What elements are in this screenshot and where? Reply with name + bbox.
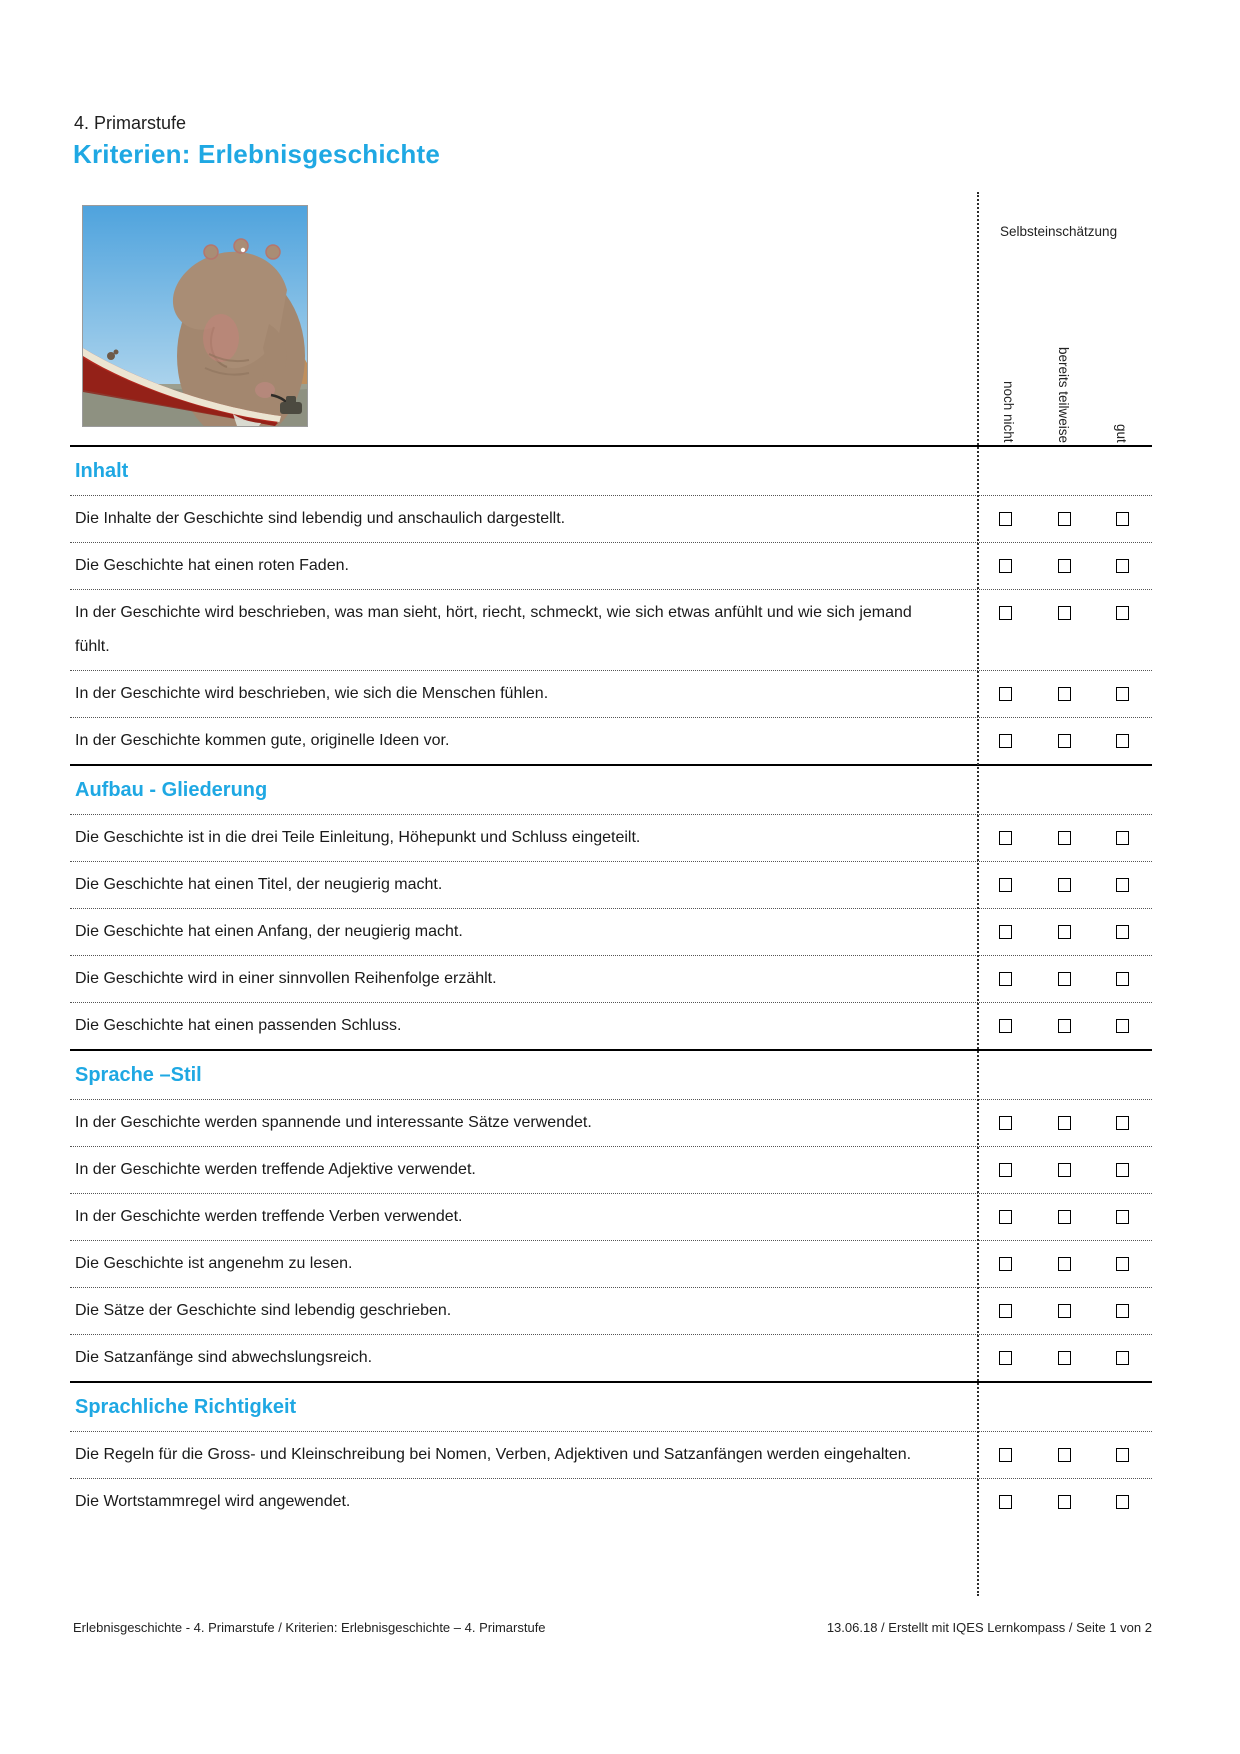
checkbox-noch-nicht[interactable]	[999, 1019, 1012, 1033]
level-label: noch nicht	[1001, 381, 1016, 443]
checkbox-gut[interactable]	[1116, 1210, 1129, 1224]
checkbox-gut[interactable]	[1116, 734, 1129, 748]
checkbox-bereits-teilweise[interactable]	[1058, 512, 1071, 526]
criterion-text: Die Regeln für die Gross- und Kleinschreibung bei Nomen, Verben, Adjektiven und Satzanfängen werden eingehalten.	[75, 1446, 912, 1463]
rating-cells	[976, 1100, 1152, 1146]
self-assessment-header: Selbsteinschätzung	[1000, 224, 1118, 239]
checkbox-gut[interactable]	[1116, 1495, 1129, 1509]
checkbox-bereits-teilweise[interactable]	[1058, 1351, 1071, 1365]
rating-cell	[1035, 1479, 1094, 1509]
checkbox-noch-nicht[interactable]	[999, 559, 1012, 573]
footer-meta: 13.06.18 / Erstellt mit IQES Lernkompass / Seite 1 von 2	[826, 1620, 1152, 1635]
criterion-row	[70, 1479, 1152, 1525]
criterion-text: Die Geschichte hat einen Anfang, der neugierig macht.	[75, 923, 463, 940]
rating-cell	[1093, 718, 1152, 748]
criterion-text: Die Satzanfänge sind abwechslungsreich.	[75, 1349, 373, 1366]
rating-cell	[1093, 815, 1152, 845]
rating-cells	[976, 1194, 1152, 1240]
checkbox-bereits-teilweise[interactable]	[1058, 831, 1071, 845]
criteria-section	[70, 1381, 1152, 1525]
hippo-boat-image	[83, 206, 307, 426]
rating-cell	[1093, 1194, 1152, 1224]
rating-cells	[976, 496, 1152, 542]
criterion-text: In der Geschichte wird beschrieben, was man sieht, hört, riecht, schmeckt, wie sich etwas anfühlt und wie sich jemand fühlt.	[75, 604, 912, 655]
checkbox-noch-nicht[interactable]	[999, 1304, 1012, 1318]
rating-cell	[976, 543, 1035, 573]
checkbox-bereits-teilweise[interactable]	[1058, 1304, 1071, 1318]
rating-cell	[976, 1479, 1035, 1509]
checkbox-gut[interactable]	[1116, 925, 1129, 939]
rating-cell	[1035, 1335, 1094, 1365]
checkbox-noch-nicht[interactable]	[999, 972, 1012, 986]
checkbox-noch-nicht[interactable]	[999, 1257, 1012, 1271]
criterion-row	[70, 543, 1152, 590]
rating-cell	[976, 671, 1035, 701]
criterion-text: Die Geschichte wird in einer sinnvollen Reihenfolge erzählt.	[75, 970, 497, 987]
criterion-row	[70, 1100, 1152, 1147]
rating-cell	[1093, 909, 1152, 939]
criterion-row	[70, 1288, 1152, 1335]
page-footer	[73, 1620, 1152, 1635]
page-title: Kriterien: Erlebnisgeschichte	[73, 139, 441, 169]
criteria-section	[70, 1049, 1152, 1381]
rating-cells	[976, 590, 1152, 670]
rating-cell	[976, 1288, 1035, 1318]
criterion-row	[70, 1432, 1152, 1479]
criterion-text: In der Geschichte wird beschrieben, wie sich die Menschen fühlen.	[75, 685, 549, 702]
rating-cell	[976, 815, 1035, 845]
rating-cell	[1093, 543, 1152, 573]
hippo-boat-illustration	[82, 205, 308, 427]
checkbox-noch-nicht[interactable]	[999, 1163, 1012, 1177]
criterion-row	[70, 1194, 1152, 1241]
level-label: bereits teilweise	[1056, 346, 1071, 443]
rating-cell	[1035, 718, 1094, 748]
checkbox-bereits-teilweise[interactable]	[1058, 1163, 1071, 1177]
checkbox-bereits-teilweise[interactable]	[1058, 606, 1071, 620]
rating-cell	[976, 496, 1035, 526]
rating-cell	[976, 590, 1035, 620]
rating-cell	[1093, 1479, 1152, 1509]
rating-cell	[1093, 1241, 1152, 1271]
checkbox-noch-nicht[interactable]	[999, 734, 1012, 748]
criterion-row	[70, 590, 1152, 671]
rating-cell	[976, 718, 1035, 748]
checkbox-noch-nicht[interactable]	[999, 1210, 1012, 1224]
checkbox-noch-nicht[interactable]	[999, 687, 1012, 701]
checkbox-noch-nicht[interactable]	[999, 925, 1012, 939]
rating-cell	[1035, 1288, 1094, 1318]
criterion-row	[70, 1335, 1152, 1381]
section-title: Inhalt	[70, 447, 1152, 496]
checkbox-gut[interactable]	[1116, 1351, 1129, 1365]
rating-cell	[1035, 496, 1094, 526]
rating-cells	[976, 1241, 1152, 1287]
checkbox-gut[interactable]	[1116, 1304, 1129, 1318]
criterion-row	[70, 1241, 1152, 1288]
checkbox-bereits-teilweise[interactable]	[1058, 1019, 1071, 1033]
rating-cell	[976, 862, 1035, 892]
rating-cells	[976, 671, 1152, 717]
rating-cells	[976, 956, 1152, 1002]
rating-cells	[976, 543, 1152, 589]
level-labels	[980, 238, 1160, 443]
criterion-row	[70, 909, 1152, 956]
checkbox-bereits-teilweise[interactable]	[1058, 1495, 1071, 1509]
checkbox-gut[interactable]	[1116, 1019, 1129, 1033]
rating-cell	[1035, 1003, 1094, 1033]
rating-cell	[1093, 1147, 1152, 1177]
rating-cells	[976, 1335, 1152, 1381]
checkbox-noch-nicht[interactable]	[999, 831, 1012, 845]
criteria-section	[70, 764, 1152, 1049]
rating-cell	[976, 909, 1035, 939]
criterion-text: Die Sätze der Geschichte sind lebendig geschrieben.	[75, 1302, 452, 1319]
rating-cell	[1093, 862, 1152, 892]
rating-cell	[1035, 909, 1094, 939]
criterion-text: Die Geschichte hat einen roten Faden.	[75, 557, 349, 574]
checkbox-noch-nicht[interactable]	[999, 1448, 1012, 1462]
rating-cell	[976, 1335, 1035, 1365]
checkbox-bereits-teilweise[interactable]	[1058, 1257, 1071, 1271]
criterion-row	[70, 956, 1152, 1003]
section-title: Sprache –Stil	[70, 1051, 1152, 1100]
rating-cells	[976, 1432, 1152, 1478]
rating-cell	[976, 1194, 1035, 1224]
rating-cell	[1035, 543, 1094, 573]
footer-document-title: Erlebnisgeschichte - 4. Primarstufe / Kriterien: Erlebnisgeschichte – 4. Primarstufe	[73, 1620, 546, 1635]
checkbox-gut[interactable]	[1116, 687, 1129, 701]
checkbox-gut[interactable]	[1116, 1163, 1129, 1177]
criterion-row	[70, 815, 1152, 862]
criterion-row	[70, 496, 1152, 543]
checkbox-noch-nicht[interactable]	[999, 512, 1012, 526]
rating-cell	[1035, 1241, 1094, 1271]
rating-cell	[1093, 496, 1152, 526]
rating-cell	[1035, 956, 1094, 986]
checkbox-bereits-teilweise[interactable]	[1058, 1448, 1071, 1462]
checkbox-noch-nicht[interactable]	[999, 1495, 1012, 1509]
rating-cell	[976, 1241, 1035, 1271]
rating-cells	[976, 1479, 1152, 1525]
rating-cell	[1035, 1194, 1094, 1224]
criterion-text: Die Inhalte der Geschichte sind lebendig und anschaulich dargestellt.	[75, 510, 566, 527]
checkbox-bereits-teilweise[interactable]	[1058, 925, 1071, 939]
criterion-row	[70, 1003, 1152, 1049]
criterion-row	[70, 718, 1152, 764]
checkbox-bereits-teilweise[interactable]	[1058, 734, 1071, 748]
criteria-table	[70, 445, 1152, 1525]
rating-cell	[1035, 1100, 1094, 1130]
rating-cell	[1035, 1432, 1094, 1462]
criterion-text: Die Geschichte hat einen Titel, der neugierig macht.	[75, 876, 443, 893]
checkbox-noch-nicht[interactable]	[999, 1351, 1012, 1365]
section-title: Aufbau - Gliederung	[70, 766, 1152, 815]
column-divider-line	[977, 192, 979, 1596]
checkbox-gut[interactable]	[1116, 559, 1129, 573]
criterion-text: Die Wortstammregel wird angewendet.	[75, 1493, 351, 1510]
rating-cells	[976, 1147, 1152, 1193]
criteria-section	[70, 447, 1152, 764]
criterion-text: Die Geschichte ist angenehm zu lesen.	[75, 1255, 353, 1272]
rating-cell	[1035, 590, 1094, 620]
criterion-text: In der Geschichte werden treffende Adjektive verwendet.	[75, 1161, 476, 1178]
checkbox-gut[interactable]	[1116, 1257, 1129, 1271]
checkbox-bereits-teilweise[interactable]	[1058, 972, 1071, 986]
rating-cells	[976, 1003, 1152, 1049]
checkbox-noch-nicht[interactable]	[999, 1116, 1012, 1130]
rating-cells	[976, 1288, 1152, 1334]
checkbox-gut[interactable]	[1116, 878, 1129, 892]
rating-cell	[1093, 956, 1152, 986]
checkbox-noch-nicht[interactable]	[999, 606, 1012, 620]
criterion-row	[70, 862, 1152, 909]
rating-cell	[1093, 1288, 1152, 1318]
rating-cell	[1093, 1100, 1152, 1130]
checkbox-bereits-teilweise[interactable]	[1058, 687, 1071, 701]
checkbox-bereits-teilweise[interactable]	[1058, 878, 1071, 892]
checkbox-gut[interactable]	[1116, 606, 1129, 620]
criterion-row	[70, 671, 1152, 718]
rating-cell	[976, 1432, 1035, 1462]
rating-cell	[976, 1003, 1035, 1033]
rating-cell	[1093, 1335, 1152, 1365]
rating-cells	[976, 862, 1152, 908]
rating-cell	[976, 1100, 1035, 1130]
criterion-text: Die Geschichte hat einen passenden Schluss.	[75, 1017, 402, 1034]
checkbox-gut[interactable]	[1116, 512, 1129, 526]
rating-cell	[1093, 1003, 1152, 1033]
section-title: Sprachliche Richtigkeit	[70, 1383, 1152, 1432]
checkbox-noch-nicht[interactable]	[999, 878, 1012, 892]
rating-cell	[1093, 590, 1152, 620]
rating-cell	[976, 1147, 1035, 1177]
checkbox-bereits-teilweise[interactable]	[1058, 1210, 1071, 1224]
rating-cell	[1035, 862, 1094, 892]
checkbox-gut[interactable]	[1116, 1116, 1129, 1130]
checkbox-bereits-teilweise[interactable]	[1058, 1116, 1071, 1130]
checkbox-gut[interactable]	[1116, 831, 1129, 845]
rating-cells	[976, 815, 1152, 861]
criterion-text: Die Geschichte ist in die drei Teile Einleitung, Höhepunkt und Schluss eingeteilt.	[75, 829, 641, 846]
rating-cell	[1035, 1147, 1094, 1177]
rating-cell	[1093, 671, 1152, 701]
rating-cells	[976, 718, 1152, 764]
rating-cell	[1035, 815, 1094, 845]
rating-cell	[976, 956, 1035, 986]
criterion-text: In der Geschichte werden spannende und interessante Sätze verwendet.	[75, 1114, 592, 1131]
criterion-row	[70, 1147, 1152, 1194]
checkbox-gut[interactable]	[1116, 1448, 1129, 1462]
rating-cell	[1035, 671, 1094, 701]
level-label: gut	[1114, 424, 1129, 443]
rating-cells	[976, 909, 1152, 955]
criterion-text: In der Geschichte werden treffende Verben verwendet.	[75, 1208, 463, 1225]
rating-cell	[1093, 1432, 1152, 1462]
criterion-text: In der Geschichte kommen gute, originelle Ideen vor.	[75, 732, 450, 749]
checkbox-gut[interactable]	[1116, 972, 1129, 986]
grade-level: 4. Primarstufe	[74, 113, 187, 133]
checkbox-bereits-teilweise[interactable]	[1058, 559, 1071, 573]
